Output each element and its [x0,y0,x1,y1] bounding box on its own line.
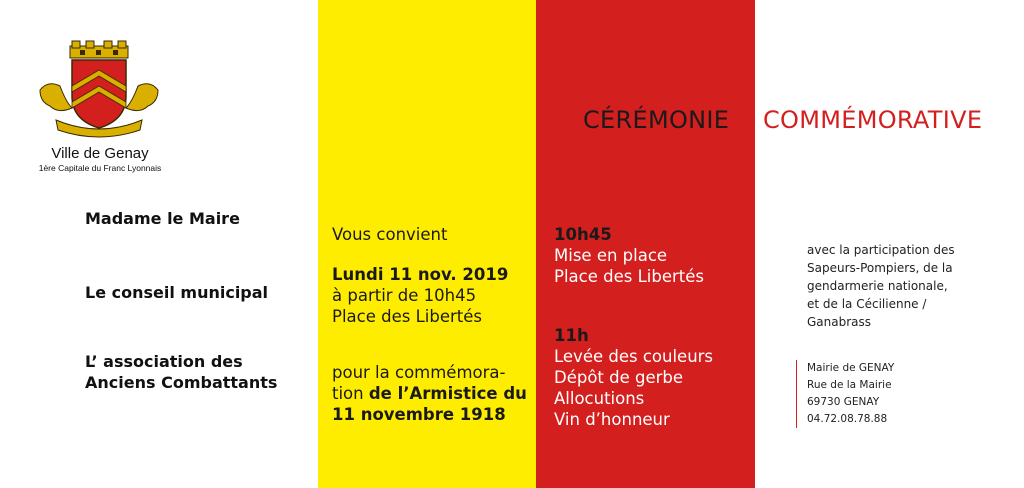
contact-street: Rue de la Mairie [807,379,892,391]
program-line-4: Dépôt de gerbe [554,368,684,387]
subtitle-text: Capitale du Franc Lyonnais [58,163,162,173]
program-line-3: Levée des couleurs [554,347,714,366]
program-time-2: 11h [554,326,589,345]
event-details [332,264,508,327]
contact-city: 69730 GENAY [807,396,880,408]
event-place: Place des Libertés [332,307,482,326]
town-name: Ville de Genay [51,145,149,162]
program-first [554,224,704,287]
coat-of-arms-icon [36,40,162,138]
host-council: Le conseil municipal [85,283,269,302]
purpose-line1: pour la commémora- [332,363,506,382]
program-second [554,325,713,430]
program-line-5: Allocutions [554,389,645,408]
event-time: à partir de 10h45 [332,286,477,305]
ordinal: 1ère [38,163,56,173]
event-purpose [332,362,527,425]
purpose-line3: 11 novembre 1918 [332,405,506,424]
title-ceremonie: CÉRÉMONIE [583,106,730,134]
host-association-line2: Anciens Combattants [85,373,278,392]
event-date: Lundi 11 nov. 2019 [332,265,509,284]
program-line-1: Mise en place [554,246,668,265]
purpose-line2: tion de l’Armistice du [332,384,527,403]
host-association-line1: L’ association des [85,352,243,371]
contact-phone: 04.72.08.78.88 [807,413,888,425]
host-mayor: Madame le Maire [85,209,240,228]
town-subtitle [0,163,200,173]
title-commemorative: COMMÉMORATIVE [763,106,983,134]
program-line-2: Place des Libertés [554,267,704,286]
contact-name: Mairie de GENAY [807,362,895,374]
invitation-intro: Vous convient [332,225,448,244]
program-time-1: 10h45 [554,225,612,244]
contact-block [796,360,894,428]
program-line-6: Vin d’honneur [554,410,670,429]
participation-text: avec la participation des Sapeurs-Pompiers, de la gendarmerie nationale, et de la Cécilienne / Ganabrass [807,243,955,329]
